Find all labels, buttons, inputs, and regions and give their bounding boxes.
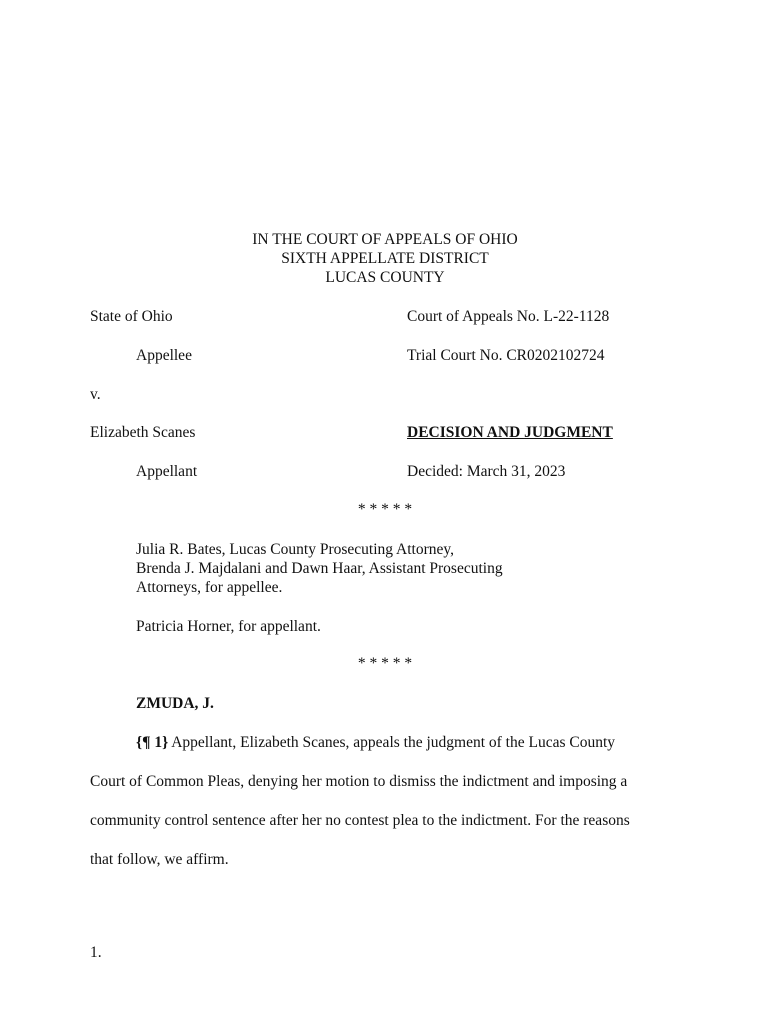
paragraph-1-line-3: community control sentence after her no contest plea to the indictment. For the reasons <box>90 812 630 829</box>
appellee-name: State of Ohio <box>90 308 173 325</box>
separator-top: * * * * * <box>357 501 413 518</box>
court-name: IN THE COURT OF APPEALS OF OHIO <box>252 231 518 248</box>
paragraph-1-line-2: Court of Common Pleas, denying her motion to dismiss the indictment and imposing a <box>90 773 628 790</box>
paragraph-1-line-1 <box>136 733 615 752</box>
county-name: LUCAS COUNTY <box>325 269 445 286</box>
counsel-line-3: Attorneys, for appellee. <box>136 579 283 596</box>
page-number: 1. <box>90 944 102 961</box>
counsel-line-1: Julia R. Bates, Lucas County Prosecuting Attorney, <box>136 541 454 558</box>
appellant-role: Appellant <box>136 463 198 480</box>
decided-date: Decided: March 31, 2023 <box>407 463 566 480</box>
paragraph-1-line-4: that follow, we affirm. <box>90 851 229 868</box>
appellant-name: Elizabeth Scanes <box>90 424 196 441</box>
paragraph-marker: {¶ 1} <box>136 734 169 751</box>
appellee-role: Appellee <box>136 347 192 364</box>
decision-title: DECISION AND JUDGMENT <box>407 424 613 441</box>
district-name: SIXTH APPELLATE DISTRICT <box>281 250 489 267</box>
trial-case-number: Trial Court No. CR0202102724 <box>407 347 605 364</box>
counsel-appellant: Patricia Horner, for appellant. <box>136 618 321 635</box>
paragraph-1-line-1-text: Appellant, Elizabeth Scanes, appeals the judgment of the Lucas County <box>168 734 616 751</box>
judge-name: ZMUDA, J. <box>136 695 214 712</box>
appeals-case-number: Court of Appeals No. L-22-1128 <box>407 308 610 325</box>
versus-label: v. <box>90 386 101 403</box>
counsel-line-2: Brenda J. Majdalani and Dawn Haar, Assistant Prosecuting <box>136 560 503 577</box>
separator-bottom: * * * * * <box>357 655 413 672</box>
